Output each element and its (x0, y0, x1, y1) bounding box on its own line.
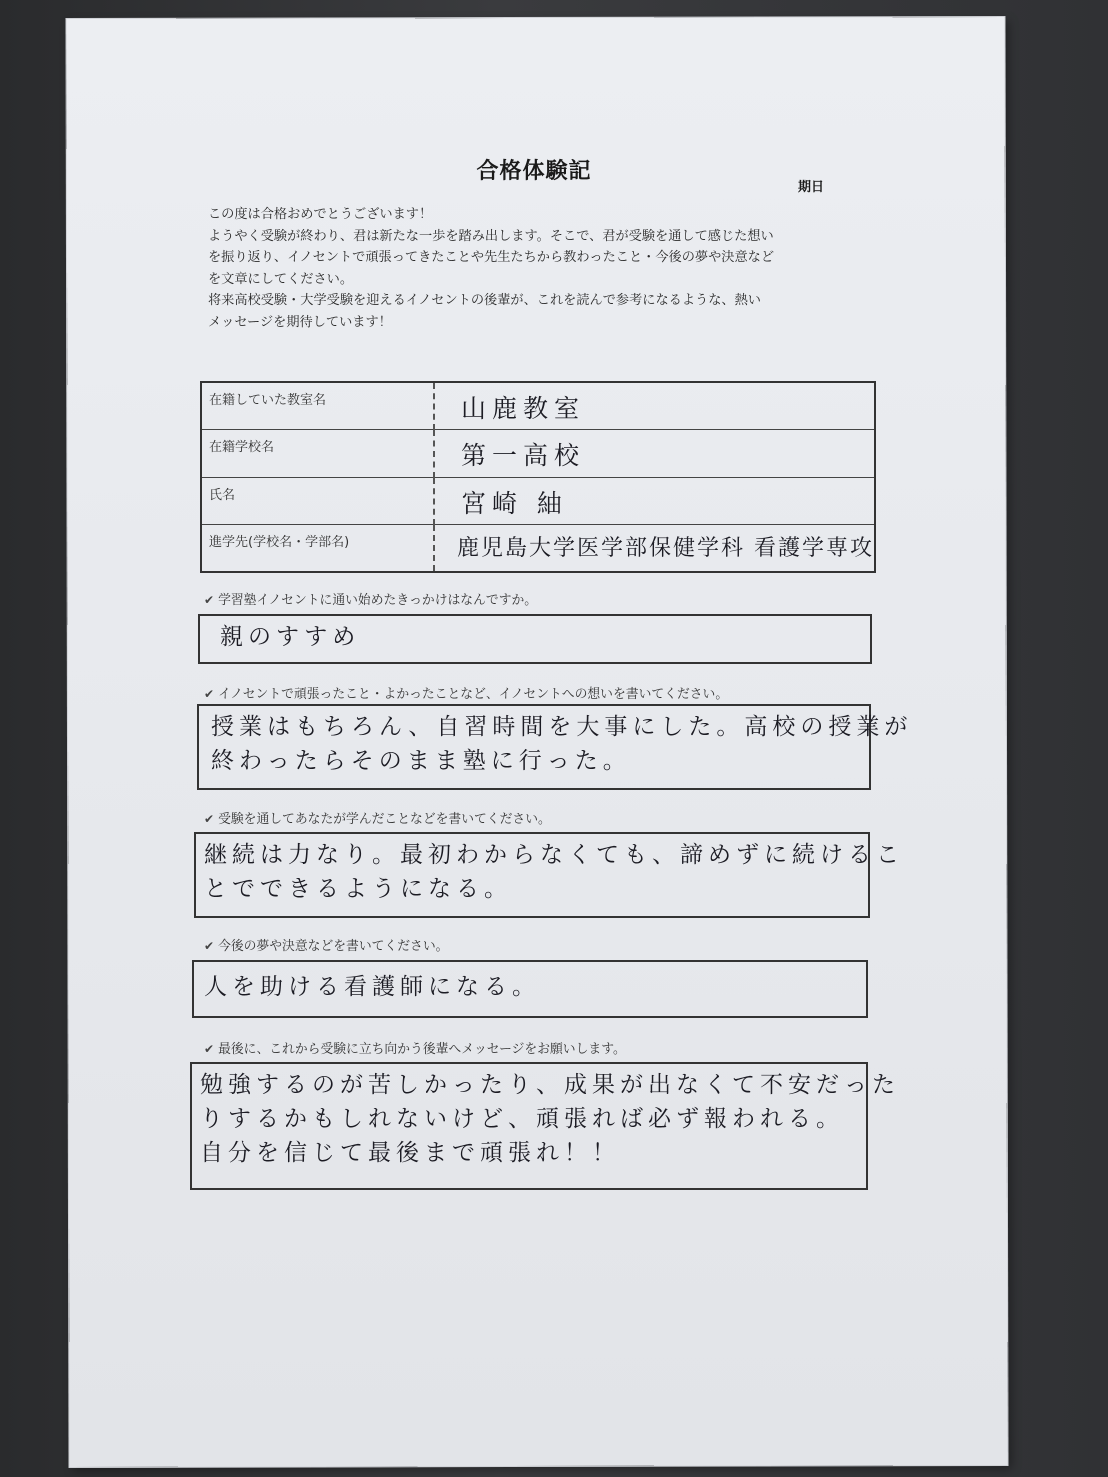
name-label: 氏名 (201, 477, 434, 525)
question-5 (204, 1038, 626, 1057)
question-prompt: 最後に、これから受験に立ち向かう後輩へメッセージをお願いします。 (218, 1042, 626, 1057)
intro-line: ようやく受験が終わり、君は新たな一歩を踏み出します。そこで、君が受験を通して感じた想い (208, 228, 774, 244)
check-icon: ✔ (204, 687, 215, 701)
school-value: 第一高校 (434, 430, 875, 478)
check-icon: ✔ (204, 1042, 215, 1056)
intro-text (208, 204, 878, 334)
question-prompt: 今後の夢や決意などを書いてください。 (218, 939, 449, 954)
intro-line: メッセージを期待しています！ (208, 314, 392, 330)
table-row (201, 525, 875, 573)
name-value: 宮崎 紬 (434, 477, 875, 525)
question-prompt: イノセントで頑張ったこと・よかったことなど、イノセントへの想いを書いてください。 (218, 687, 729, 702)
classroom-label: 在籍していた教室名 (201, 382, 434, 430)
school-label: 在籍学校名 (201, 430, 434, 478)
answer-box-4 (192, 960, 868, 1018)
question-prompt: 受験を通してあなたが学んだことなどを書いてください。 (218, 812, 551, 827)
question-prompt: 学習塾イノセントに通い始めたきっかけはなんですか。 (218, 593, 538, 608)
intro-line: を振り返り、イノセントで頑張ってきたことや先生たちから教わったこと・今後の夢や決意など (208, 250, 775, 266)
question-4 (204, 935, 448, 954)
answer-box-2 (197, 704, 913, 790)
check-icon: ✔ (204, 939, 215, 953)
table-row (201, 382, 875, 430)
answer-line: 人を助ける看護師になる。 (204, 974, 540, 1000)
info-table (200, 381, 876, 573)
question-1 (204, 589, 537, 608)
answer-line: 勉強するのが苦しかったり、成果が出なくて不安だった (200, 1072, 900, 1098)
answer-line: 終わったらそのまま塾に行った。 (211, 748, 631, 774)
date-label: 期日 (798, 180, 825, 195)
answer-box-3 (194, 832, 904, 918)
answer-box-5 (190, 1062, 900, 1190)
answer-line: りするかもしれないけど、頑張れば必ず報われる。 (200, 1106, 844, 1132)
table-row (201, 430, 875, 478)
answer-line: 継続は力なり。最初わからなくても、諦めずに続けるこ (204, 842, 904, 868)
intro-line: この度は合格おめでとうございます！ (208, 207, 433, 222)
answer-line: 親のすすめ (220, 624, 361, 650)
intro-line: を文章にしてください。 (208, 271, 354, 287)
table-row (201, 477, 875, 525)
answer-line: 自分を信じて最後まで頑張れ！！ (200, 1140, 620, 1166)
check-icon: ✔ (204, 812, 215, 826)
intro-line: 将来高校受験・大学受験を迎えるイノセントの後輩が、これを読んで参考になるような、熱い (208, 293, 761, 309)
answer-box-1 (198, 614, 872, 664)
check-icon: ✔ (204, 593, 215, 607)
document-title: 合格体験記 (476, 159, 592, 184)
destination-value: 鹿児島大学医学部保健学科 看護学専攻 (434, 525, 875, 573)
answer-line: 授業はもちろん、自習時間を大事にした。高校の授業が (211, 714, 913, 740)
answer-line: とでできるようになる。 (204, 876, 512, 902)
classroom-value: 山鹿教室 (434, 382, 875, 430)
question-2 (204, 683, 728, 702)
question-3 (204, 808, 551, 827)
destination-label: 進学先(学校名・学部名) (201, 525, 434, 573)
